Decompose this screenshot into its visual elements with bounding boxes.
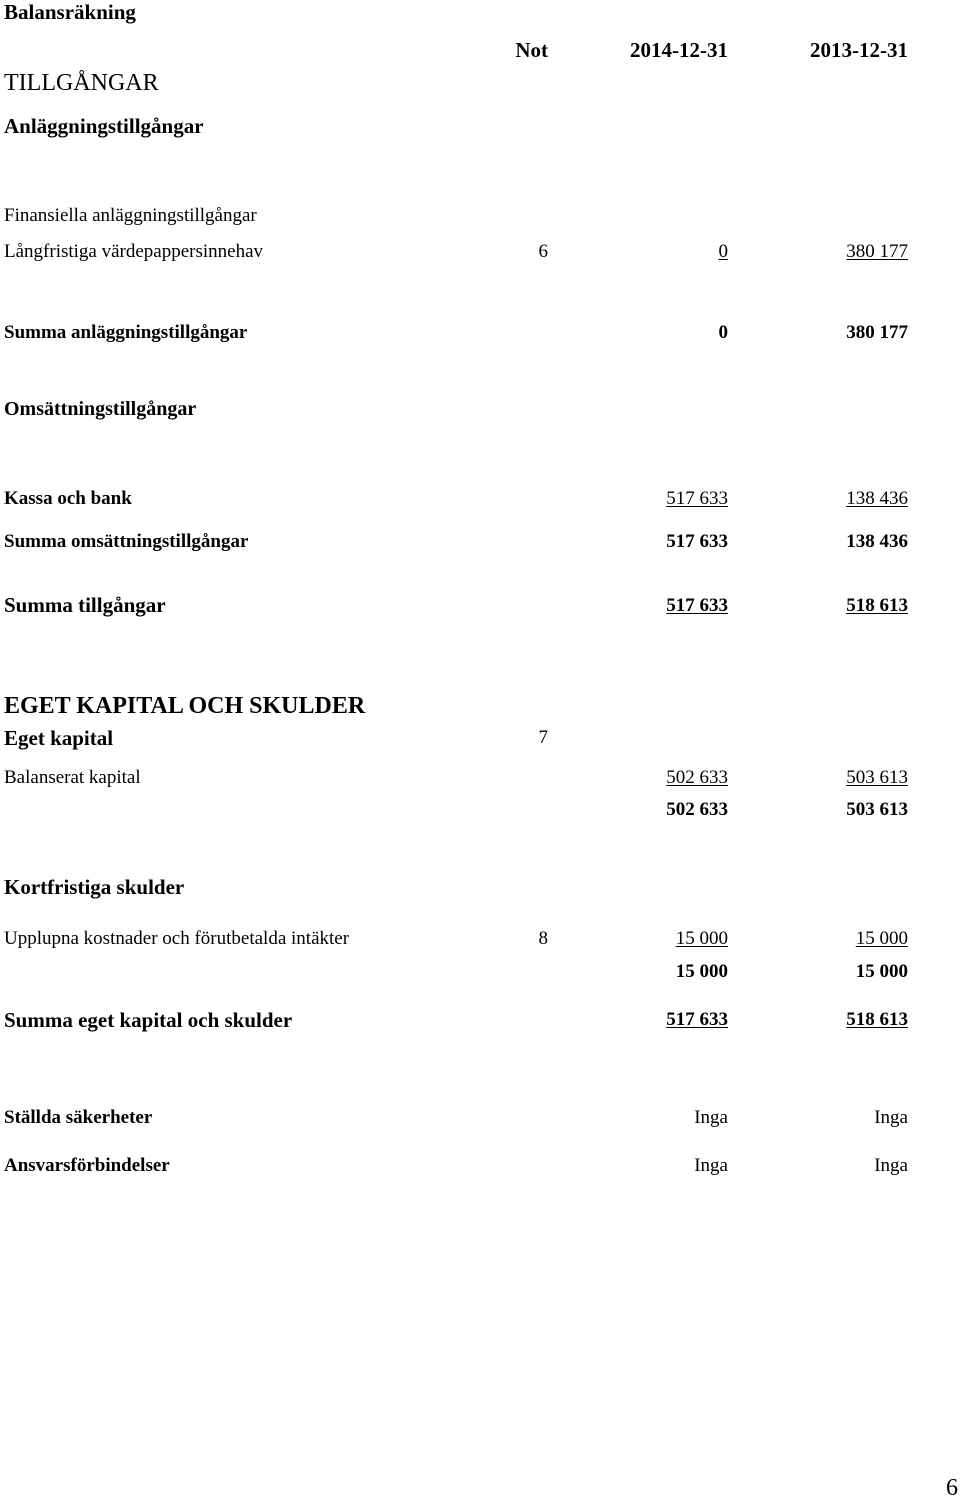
row-label-ansvar: Ansvarsförbindelser <box>4 1155 170 1176</box>
row-value-2013-summa-kortfristiga: 15 000 <box>855 961 908 982</box>
row-label-langfristiga: Långfristiga värdepappersinnehav <box>4 241 264 262</box>
row-value-2014-upplupna: 15 000 <box>675 928 728 949</box>
row-value-2013-ansvar: Inga <box>874 1155 908 1176</box>
row-value-2014-ansvar: Inga <box>694 1155 728 1176</box>
row-note-langfristiga: 6 <box>538 241 548 262</box>
row-value-2013-kassa: 138 436 <box>846 488 908 509</box>
page-number: 6 <box>946 1475 958 1501</box>
row-label-stallda: Ställda säkerheter <box>4 1107 153 1128</box>
row-value-2014-balanserat: 502 633 <box>666 767 728 788</box>
row-label-summa-eget-skulder: Summa eget kapital och skulder <box>4 1008 293 1032</box>
row-value-2014-summa-tillgangar: 517 633 <box>666 595 728 616</box>
row-value-2014-summa-omsattning: 517 633 <box>666 531 728 552</box>
row-note-eget-kapital: 7 <box>538 727 548 748</box>
subheading-anlaggningstillgangar: Anläggningstillgångar <box>4 114 204 138</box>
column-header-2013: 2013-12-31 <box>810 38 908 62</box>
subheading-finansiella: Finansiella anläggningstillgångar <box>4 205 257 226</box>
section-heading-tillgangar: TILLGÅNGAR <box>4 70 159 96</box>
subheading-eget-kapital: Eget kapital <box>4 726 114 750</box>
row-note-upplupna: 8 <box>538 928 548 949</box>
row-value-2014-summa-eget-skulder: 517 633 <box>666 1009 728 1030</box>
row-value-2013-summa-omsattning: 138 436 <box>846 531 908 552</box>
row-value-2013-langfristiga: 380 177 <box>846 241 908 262</box>
row-value-2013-summa-tillgangar: 518 613 <box>846 595 908 616</box>
row-value-2014-summa-eget: 502 633 <box>666 799 728 820</box>
row-value-2014-langfristiga: 0 <box>718 241 728 262</box>
row-value-2013-balanserat: 503 613 <box>846 767 908 788</box>
row-value-2014-kassa: 517 633 <box>666 488 728 509</box>
row-label-upplupna: Upplupna kostnader och förutbetalda intäkter <box>4 928 350 949</box>
row-label-summa-omsattning: Summa omsättningstillgångar <box>4 531 249 552</box>
column-header-2014: 2014-12-31 <box>630 38 728 62</box>
page-title: Balansräkning <box>4 0 136 24</box>
row-value-2014-summa-anlaggning: 0 <box>718 322 728 343</box>
row-value-2013-summa-eget: 503 613 <box>846 799 908 820</box>
column-header-not: Not <box>515 38 548 62</box>
subheading-kortfristiga: Kortfristiga skulder <box>4 875 185 899</box>
row-label-balanserat: Balanserat kapital <box>4 767 141 788</box>
row-value-2013-stallda: Inga <box>874 1107 908 1128</box>
subheading-omsattningstillgangar: Omsättningstillgångar <box>4 398 197 420</box>
row-value-2014-stallda: Inga <box>694 1107 728 1128</box>
row-label-summa-tillgangar: Summa tillgångar <box>4 593 166 617</box>
row-value-2013-summa-anlaggning: 380 177 <box>846 322 908 343</box>
row-value-2013-upplupna: 15 000 <box>855 928 908 949</box>
row-value-2014-summa-kortfristiga: 15 000 <box>675 961 728 982</box>
row-label-summa-anlaggning: Summa anläggningstillgångar <box>4 322 248 343</box>
section-heading-eget-kapital-skulder: EGET KAPITAL OCH SKULDER <box>4 693 366 719</box>
row-label-kassa: Kassa och bank <box>4 488 132 509</box>
row-value-2013-summa-eget-skulder: 518 613 <box>846 1009 908 1030</box>
